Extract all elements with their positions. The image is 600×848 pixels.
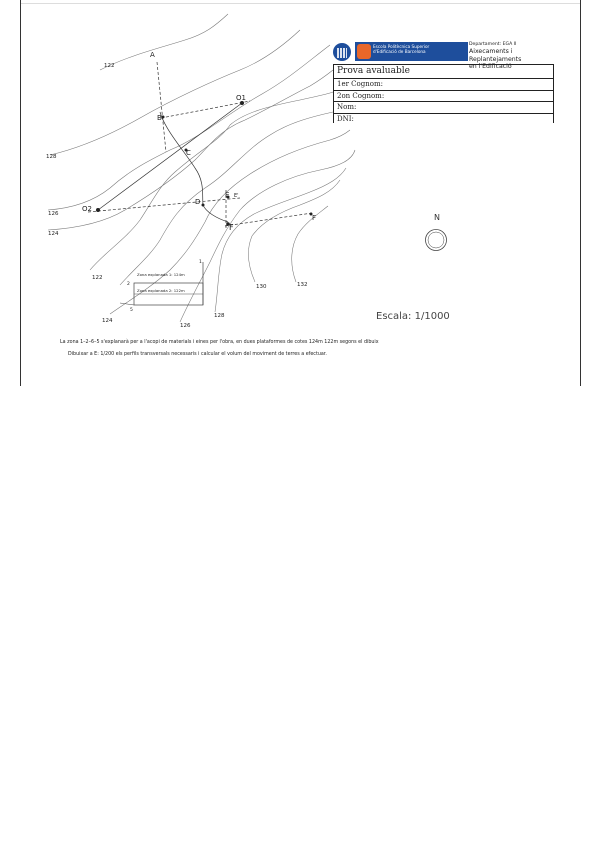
contour-label: 132	[297, 282, 308, 288]
contour-label: 124	[102, 318, 113, 324]
subject-line1: Aixecaments i Replantejaments	[469, 48, 522, 63]
student-info-form	[333, 64, 554, 123]
north-arrow	[426, 230, 447, 251]
contour-line	[215, 168, 346, 312]
subject-line2: en l'Edificació	[469, 63, 512, 70]
point-label-d: D	[195, 198, 201, 206]
department-label: Departament: EGA II	[469, 42, 517, 47]
second-surname-field: 2on Cognom:	[334, 91, 553, 103]
point-label-c: C	[186, 149, 191, 157]
point-label-a: A	[150, 51, 155, 59]
north-label: N	[434, 213, 440, 222]
point-label-e-prime: E'	[234, 193, 239, 199]
logo-text-line1: Escola Politècnica Superior	[373, 44, 430, 49]
upc-logo-icon	[333, 43, 351, 61]
point-label-e: E	[225, 191, 230, 199]
point-label-b: B	[157, 114, 162, 122]
contour-label: 122	[92, 275, 103, 281]
school-logo	[333, 42, 468, 62]
contour-label: 130	[256, 284, 267, 290]
logo-text-line2: d'Edificació de Barcelona	[373, 49, 426, 54]
point-label-o1: O1	[236, 94, 246, 102]
contour-label: 126	[180, 323, 191, 329]
form-title: Prova avaluable	[334, 65, 553, 79]
contour-line	[90, 92, 333, 270]
contour-line	[50, 30, 300, 155]
contour-line	[110, 130, 350, 314]
contour-line	[248, 180, 340, 282]
point-label-1: 1	[199, 260, 202, 265]
first-surname-field: 1er Cognom:	[334, 79, 553, 91]
scale-label: Escala: 1/1000	[376, 311, 450, 322]
instruction-line-1: La zona 1–2–6–5 s'explanarà per a l'acopi de materials i eines per l'obra, en dues plataformes de cotes 124m 122m segons el dibuix	[60, 340, 379, 345]
point-label-f: F	[312, 214, 317, 222]
contour-line	[292, 206, 328, 282]
point-label-o2: O2	[82, 205, 92, 213]
instruction-line-2: Dibuixar a E: 1/200 els perfils transversals necessaris i calcular el volum del moviment de terres a efectuar.	[68, 352, 327, 357]
contour-line	[180, 150, 355, 322]
school-seal-icon	[357, 44, 371, 59]
contour-label: 126	[48, 211, 59, 217]
zone-1-label: Zona explanada 1: 124m	[137, 272, 185, 277]
contour-label: 122	[104, 63, 115, 69]
point-label-2: 2	[127, 282, 130, 287]
contour-label: 128	[214, 313, 225, 319]
contour-line	[48, 45, 330, 210]
contour-label: 128	[46, 154, 57, 160]
point-label-5: 5	[130, 308, 133, 313]
contour-line	[100, 14, 228, 70]
contour-label: 124	[48, 231, 59, 237]
point-label-f-lower: F	[229, 223, 234, 232]
school-header	[333, 42, 555, 70]
zone-2-label: Zona explanada 2: 122m	[137, 288, 185, 293]
dni-field: DNI:	[337, 114, 354, 123]
name-field: Nom:	[334, 102, 553, 114]
